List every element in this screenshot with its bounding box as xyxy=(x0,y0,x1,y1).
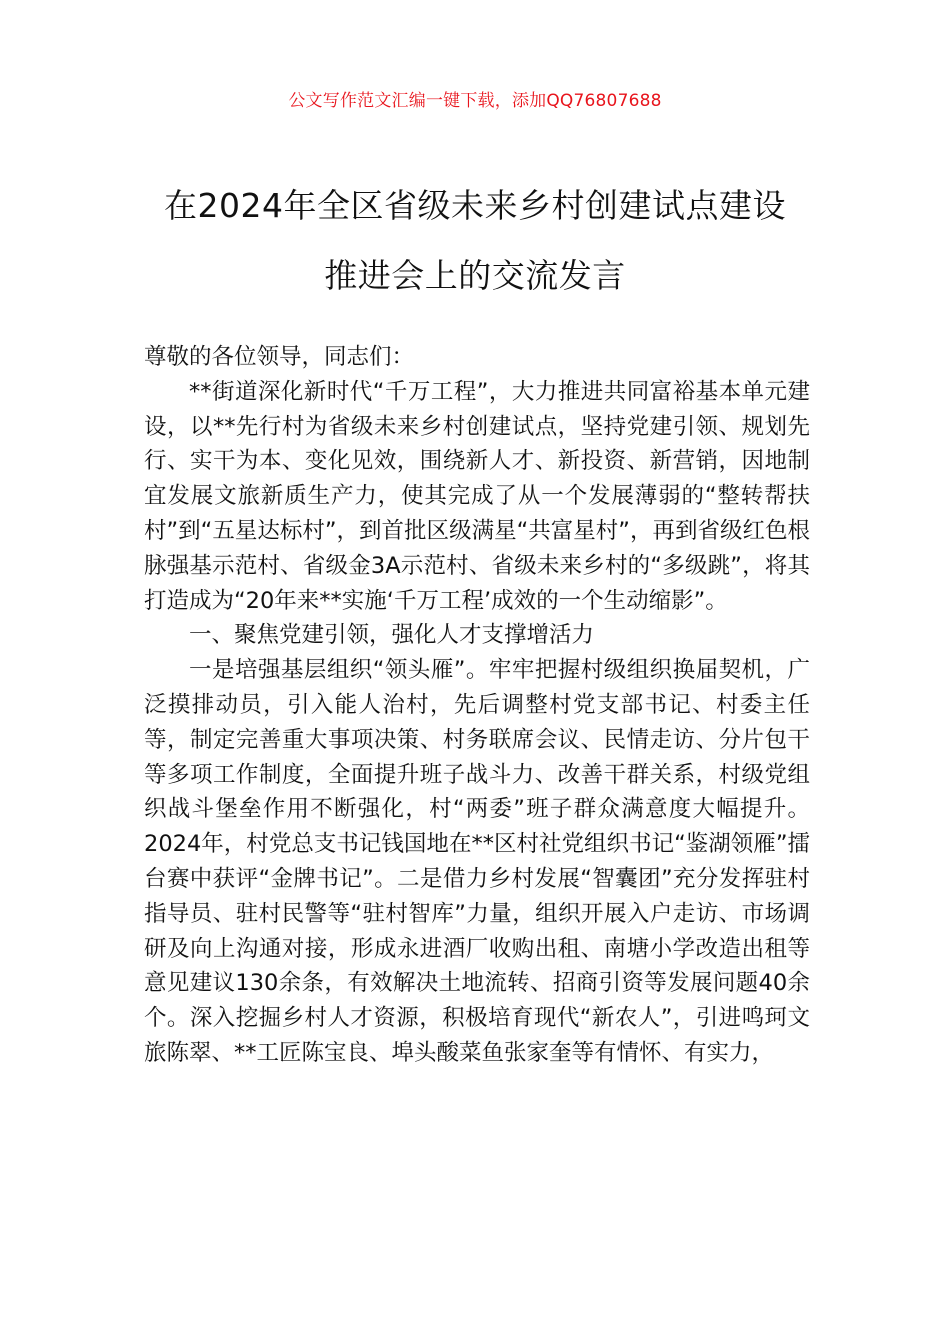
salutation: 尊敬的各位领导，同志们： xyxy=(144,344,415,370)
document-title-line-2: 推进会上的交流发言 xyxy=(324,256,626,295)
section-1-paragraph: 一是培强基层组织“领头雁”。牢牢把握村级组织换届契机，广泛摸排动员，引入能人治村，先后调整村党支部书记、村委主任等，制定完善重大事项决策、村务联席会议、民情走访、分片包干等多项工作制度，全面提升班子战斗力、改善干群关系，村级党组织战斗堡垒作用不断强化，村“两委”班子群众满意度大幅提升。2024年，村党总支书记钱国地在**区村社党组织书记“鉴湖领雁”擂台赛中获评“金牌书记”。二是借力乡村发展“智囊团”充分发挥驻村指导员、驻村民警等“驻村智库”力量，组织开展入户走访、市场调研及向上沟通对接，形成永进酒厂收购出租、南塘小学改造出租等意见建议130余条，有效解决土地流转、招商引资等发展问题40余个。深入挖掘乡村人才资源，积极培育现代“新农人”，引进鸣珂文旅陈翠、**工匠陈宝良、埠头酸菜鱼张家奎等有情怀、有实力， xyxy=(144,657,810,1066)
section-1-heading: 一、聚焦党建引领，强化人才支撑增活力 xyxy=(189,622,595,649)
document-body xyxy=(144,340,810,1071)
intro-paragraph: **街道深化新时代“千万工程”，大力推进共同富裕基本单元建设，以**先行村为省级未来乡村创建试点，坚持党建引领、规划先行、实干为本、变化见效，围绕新人才、新投资、新营销，因地制宜发展文旅新质生产力，使其完成了从一个发展薄弱的“整转帮扶村”到“五星达标村”，到首批区级满星“共富星村”，再到省级红色根脉强基示范村、省级金3A示范村、省级未来乡村的“多级跳”，将其打造成为“20年来**实施‘千万工程’成效的一个生动缩影”。 xyxy=(144,378,810,614)
document-title-line-1: 在2024年全区省级未来乡村创建试点建设 xyxy=(164,186,786,225)
download-banner[interactable]: 公文写作范文汇编一键下载，添加QQ76807688 xyxy=(288,91,662,111)
